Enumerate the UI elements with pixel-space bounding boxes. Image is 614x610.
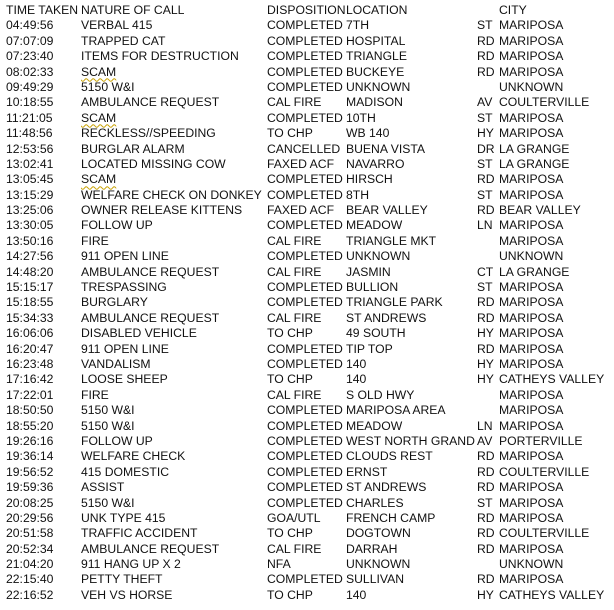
call-time: 13:15:29 [6, 187, 54, 202]
call-time: 15:15:17 [6, 280, 54, 295]
call-nature: TRESPASSING [81, 280, 167, 295]
table-row [0, 34, 614, 49]
call-nature: LOCATED MISSING COW [81, 156, 226, 171]
call-disposition: COMPLETED [267, 187, 343, 202]
call-city: MARIPOSA [499, 49, 564, 64]
call-time: 11:48:56 [6, 126, 53, 141]
call-disposition: COMPLETED [267, 464, 343, 479]
call-city: MARIPOSA [499, 233, 564, 248]
header-time: TIME TAKEN [6, 3, 79, 17]
call-nature: BURGLAR ALARM [81, 141, 185, 156]
call-street-suffix: HY [477, 326, 494, 341]
call-disposition: COMPLETED [267, 172, 343, 187]
table-row [0, 65, 614, 80]
call-time: 18:50:50 [6, 403, 54, 418]
call-city: MARIPOSA [499, 218, 564, 233]
call-time: 19:59:36 [6, 480, 54, 495]
table-row [0, 126, 614, 141]
header-row [0, 3, 614, 18]
call-street-suffix: RD [477, 49, 495, 64]
call-city: MARIPOSA [499, 510, 564, 525]
call-time: 20:52:34 [6, 541, 54, 556]
table-row [0, 588, 614, 603]
call-street-suffix: ST [477, 187, 493, 202]
call-location: MARIPOSA AREA [346, 403, 446, 418]
call-nature: FOLLOW UP [81, 433, 153, 448]
call-nature: 415 DOMESTIC [81, 464, 170, 479]
table-row [0, 311, 614, 326]
call-city: MARIPOSA [499, 480, 564, 495]
call-street-suffix: AV [477, 433, 493, 448]
header-city: CITY [499, 3, 527, 17]
call-disposition: FAXED ACF [267, 203, 335, 218]
call-location: ERNST [346, 464, 388, 479]
call-nature: WELFARE CHECK ON DONKEY [81, 187, 262, 202]
call-disposition: TO CHP [267, 372, 313, 387]
call-time: 19:26:16 [6, 433, 54, 448]
call-location: BUENA VISTA [346, 141, 426, 156]
table-row [0, 172, 614, 187]
call-location: 7TH [346, 18, 370, 33]
call-location: WEST NORTH GRAND [346, 433, 475, 448]
call-disposition: COMPLETED [267, 49, 343, 64]
table-row [0, 111, 614, 126]
call-nature: BURGLARY [81, 295, 148, 310]
call-location: TRIANGLE [346, 49, 407, 64]
call-location: UNKNOWN [346, 249, 411, 264]
call-disposition: COMPLETED [267, 449, 343, 464]
call-street-suffix: DR [477, 141, 495, 156]
call-city: MARIPOSA [499, 280, 564, 295]
call-city: MARIPOSA [499, 33, 564, 48]
call-city: PORTERVILLE [499, 433, 583, 448]
call-time: 15:34:33 [6, 310, 54, 325]
call-street-suffix: RD [477, 510, 495, 525]
call-disposition: TO CHP [267, 326, 313, 341]
table-row [0, 449, 614, 464]
call-location: MADISON [346, 95, 403, 110]
table-row [0, 572, 614, 587]
call-disposition: COMPLETED [267, 480, 343, 495]
call-city: MARIPOSA [499, 449, 564, 464]
call-location: MEADOW [346, 218, 403, 233]
call-time: 17:22:01 [6, 387, 54, 402]
call-street-suffix: RD [477, 572, 495, 587]
call-location: ST ANDREWS [346, 310, 427, 325]
call-time: 09:49:29 [6, 79, 54, 94]
call-location: 49 SOUTH [346, 326, 406, 341]
call-city: BEAR VALLEY [499, 203, 581, 218]
call-time: 08:02:33 [6, 64, 54, 79]
call-nature: PETTY THEFT [81, 572, 163, 587]
call-city: MARIPOSA [499, 126, 564, 141]
call-location: 10TH [346, 110, 376, 125]
call-city: MARIPOSA [499, 418, 564, 433]
table-row [0, 326, 614, 341]
call-time: 22:15:40 [6, 572, 54, 587]
call-street-suffix: RD [477, 64, 495, 79]
call-city: MARIPOSA [499, 18, 564, 33]
call-time: 13:05:45 [6, 172, 54, 187]
call-nature: FIRE [81, 387, 109, 402]
call-disposition: COMPLETED [267, 18, 343, 33]
call-city: CATHEYS VALLEY [499, 587, 605, 602]
call-location: 140 [346, 587, 367, 602]
call-city: LA GRANGE [499, 141, 570, 156]
table-row [0, 403, 614, 418]
call-nature: VERBAL 415 [81, 18, 153, 33]
call-disposition: CAL FIRE [267, 264, 322, 279]
call-street-suffix: LN [477, 418, 493, 433]
call-disposition: CAL FIRE [267, 541, 322, 556]
table-row [0, 342, 614, 357]
call-street-suffix: ST [477, 110, 493, 125]
table-row [0, 95, 614, 110]
call-location: JASMIN [346, 264, 391, 279]
call-street-suffix: ST [477, 18, 493, 33]
call-time: 11:21:05 [6, 110, 53, 125]
call-nature: AMBULANCE REQUEST [81, 310, 220, 325]
call-city: MARIPOSA [499, 572, 564, 587]
call-location: TIP TOP [346, 341, 393, 356]
table-row [0, 280, 614, 295]
table-row [0, 157, 614, 172]
call-time: 14:48:20 [6, 264, 54, 279]
call-city: MARIPOSA [499, 64, 564, 79]
call-city: UNKNOWN [499, 249, 564, 264]
call-disposition: NFA [267, 557, 291, 572]
table-row [0, 18, 614, 33]
call-city: UNKNOWN [499, 79, 564, 94]
call-location: SULLIVAN [346, 572, 405, 587]
call-location: TRIANGLE PARK [346, 295, 443, 310]
call-disposition: COMPLETED [267, 403, 343, 418]
call-time: 07:23:40 [6, 49, 54, 64]
table-row [0, 142, 614, 157]
call-disposition: CAL FIRE [267, 95, 322, 110]
call-nature: AMBULANCE REQUEST [81, 95, 220, 110]
call-nature: RECKLESS//SPEEDING [81, 126, 216, 141]
call-location: MEADOW [346, 418, 403, 433]
call-disposition: COMPLETED [267, 249, 343, 264]
call-city: MARIPOSA [499, 495, 564, 510]
call-nature: 5150 W&I [81, 403, 135, 418]
table-row [0, 218, 614, 233]
call-time: 17:16:42 [6, 372, 54, 387]
call-nature: VEH VS HORSE [81, 587, 173, 602]
header-nature: NATURE OF CALL [81, 3, 185, 17]
call-time: 07:07:09 [6, 33, 54, 48]
call-location: CHARLES [346, 495, 404, 510]
call-street-suffix: RD [477, 341, 495, 356]
call-nature: UNK TYPE 415 [81, 510, 166, 525]
call-disposition: COMPLETED [267, 64, 343, 79]
call-disposition: COMPLETED [267, 433, 343, 448]
call-disposition: COMPLETED [267, 495, 343, 510]
call-location: DOGTOWN [346, 526, 411, 541]
call-nature: 5150 W&I [81, 418, 135, 433]
call-nature: TRAFFIC ACCIDENT [81, 526, 198, 541]
call-disposition: COMPLETED [267, 341, 343, 356]
call-time: 16:23:48 [6, 356, 54, 371]
call-time: 10:18:55 [6, 95, 54, 110]
call-location: TRIANGLE MKT [346, 233, 437, 248]
call-disposition: TO CHP [267, 587, 313, 602]
call-location: 140 [346, 356, 367, 371]
call-city: MARIPOSA [499, 310, 564, 325]
call-street-suffix: HY [477, 372, 494, 387]
call-disposition: COMPLETED [267, 110, 343, 125]
table-row [0, 265, 614, 280]
call-disposition: CANCELLED [267, 141, 341, 156]
call-time: 22:16:52 [6, 587, 54, 602]
call-disposition: CAL FIRE [267, 233, 322, 248]
call-nature: TRAPPED CAT [81, 33, 166, 48]
call-disposition: COMPLETED [267, 356, 343, 371]
call-time: 14:27:56 [6, 249, 54, 264]
call-nature: OWNER RELEASE KITTENS [81, 203, 243, 218]
table-row [0, 357, 614, 372]
call-disposition: GOA/UTL [267, 510, 321, 525]
table-row [0, 295, 614, 310]
call-nature: LOOSE SHEEP [81, 372, 168, 387]
call-location: HOSPITAL [346, 33, 406, 48]
table-row [0, 203, 614, 218]
call-street-suffix: RD [477, 295, 495, 310]
call-time: 12:53:56 [6, 141, 54, 156]
call-street-suffix: ST [477, 280, 493, 295]
call-street-suffix: RD [477, 203, 495, 218]
call-location: CLOUDS REST [346, 449, 433, 464]
call-city: COULTERVILLE [499, 464, 590, 479]
call-street-suffix: AV [477, 95, 493, 110]
call-disposition: CAL FIRE [267, 310, 322, 325]
call-nature: WELFARE CHECK [81, 449, 186, 464]
call-location: 8TH [346, 187, 370, 202]
call-disposition: TO CHP [267, 526, 313, 541]
call-nature: DISABLED VEHICLE [81, 326, 197, 341]
call-location: S OLD HWY [346, 387, 415, 402]
call-time: 13:30:05 [6, 218, 54, 233]
call-nature: SCAM [81, 172, 117, 187]
call-nature: 911 OPEN LINE [81, 341, 169, 356]
call-city: MARIPOSA [499, 187, 564, 202]
call-time: 21:04:20 [6, 557, 54, 572]
call-city: UNKNOWN [499, 557, 564, 572]
call-location: UNKNOWN [346, 79, 411, 94]
call-time: 13:50:16 [6, 233, 54, 248]
call-log [0, 3, 614, 603]
call-city: COULTERVILLE [499, 526, 590, 541]
call-nature: SCAM [81, 64, 117, 79]
call-location: BEAR VALLEY [346, 203, 428, 218]
call-street-suffix: RD [477, 449, 495, 464]
call-location: BUCKEYE [346, 64, 405, 79]
call-street-suffix: LN [477, 218, 493, 233]
call-disposition: COMPLETED [267, 572, 343, 587]
call-disposition: FAXED ACF [267, 156, 335, 171]
call-disposition: COMPLETED [267, 33, 343, 48]
call-time: 19:56:52 [6, 464, 54, 479]
call-street-suffix: RD [477, 526, 495, 541]
call-street-suffix: RD [477, 541, 495, 556]
call-city: LA GRANGE [499, 156, 570, 171]
call-location: BULLION [346, 280, 399, 295]
call-location: HIRSCH [346, 172, 393, 187]
call-time: 20:51:58 [6, 526, 54, 541]
call-nature: 911 HANG UP X 2 [81, 557, 181, 572]
call-disposition: COMPLETED [267, 218, 343, 233]
call-city: MARIPOSA [499, 387, 564, 402]
call-street-suffix: RD [477, 172, 495, 187]
call-rows [0, 18, 614, 603]
call-disposition: TO CHP [267, 126, 313, 141]
table-row [0, 234, 614, 249]
call-nature: 5150 W&I [81, 79, 135, 94]
call-disposition: COMPLETED [267, 295, 343, 310]
table-row [0, 372, 614, 387]
call-location: FRENCH CAMP [346, 510, 436, 525]
call-city: MARIPOSA [499, 356, 564, 371]
call-street-suffix: RD [477, 480, 495, 495]
call-nature: VANDALISM [81, 356, 151, 371]
call-nature: SCAM [81, 110, 117, 125]
call-city: COULTERVILLE [499, 95, 590, 110]
table-row [0, 511, 614, 526]
call-location: DARRAH [346, 541, 398, 556]
call-time: 16:06:06 [6, 326, 54, 341]
call-street-suffix: RD [477, 464, 495, 479]
call-nature: ITEMS FOR DESTRUCTION [81, 49, 239, 64]
call-city: MARIPOSA [499, 403, 564, 418]
call-time: 18:55:20 [6, 418, 54, 433]
call-city: MARIPOSA [499, 110, 564, 125]
call-location: ST ANDREWS [346, 480, 427, 495]
header-location: LOCATION [346, 3, 408, 17]
call-street-suffix: HY [477, 356, 494, 371]
call-location: NAVARRO [346, 156, 405, 171]
call-nature: FOLLOW UP [81, 218, 153, 233]
call-disposition: COMPLETED [267, 418, 343, 433]
call-nature: 911 OPEN LINE [81, 249, 169, 264]
call-location: UNKNOWN [346, 557, 411, 572]
call-city: MARIPOSA [499, 341, 564, 356]
call-nature: 5150 W&I [81, 495, 135, 510]
call-city: LA GRANGE [499, 264, 570, 279]
call-location: WB 140 [346, 126, 390, 141]
call-street-suffix: RD [477, 33, 495, 48]
call-nature: ASSIST [81, 480, 125, 495]
call-nature: FIRE [81, 233, 109, 248]
call-disposition: CAL FIRE [267, 387, 322, 402]
table-row [0, 49, 614, 64]
table-row [0, 80, 614, 95]
call-street-suffix: HY [477, 587, 494, 602]
table-row [0, 434, 614, 449]
call-city: MARIPOSA [499, 295, 564, 310]
call-street-suffix: ST [477, 495, 493, 510]
table-row [0, 419, 614, 434]
table-row [0, 388, 614, 403]
call-time: 20:08:25 [6, 495, 54, 510]
header-disposition: DISPOSITION [267, 3, 346, 17]
table-row [0, 526, 614, 541]
table-row [0, 465, 614, 480]
call-time: 19:36:14 [6, 449, 54, 464]
call-time: 20:29:56 [6, 510, 54, 525]
table-row [0, 557, 614, 572]
call-time: 15:18:55 [6, 295, 54, 310]
call-nature: AMBULANCE REQUEST [81, 541, 220, 556]
call-disposition: COMPLETED [267, 280, 343, 295]
call-disposition: COMPLETED [267, 79, 343, 94]
call-street-suffix: HY [477, 126, 494, 141]
call-time: 13:02:41 [6, 156, 54, 171]
call-city: CATHEYS VALLEY [499, 372, 605, 387]
call-time: 16:20:47 [6, 341, 54, 356]
call-nature: AMBULANCE REQUEST [81, 264, 220, 279]
call-street-suffix: ST [477, 156, 493, 171]
call-street-suffix: CT [477, 264, 494, 279]
table-row [0, 480, 614, 495]
call-time: 13:25:06 [6, 203, 54, 218]
table-row [0, 249, 614, 264]
call-city: MARIPOSA [499, 541, 564, 556]
call-street-suffix: RD [477, 310, 495, 325]
call-time: 04:49:56 [6, 18, 54, 33]
table-row [0, 542, 614, 557]
call-location: 140 [346, 372, 367, 387]
call-city: MARIPOSA [499, 326, 564, 341]
call-city: MARIPOSA [499, 172, 564, 187]
table-row [0, 496, 614, 511]
table-row [0, 188, 614, 203]
